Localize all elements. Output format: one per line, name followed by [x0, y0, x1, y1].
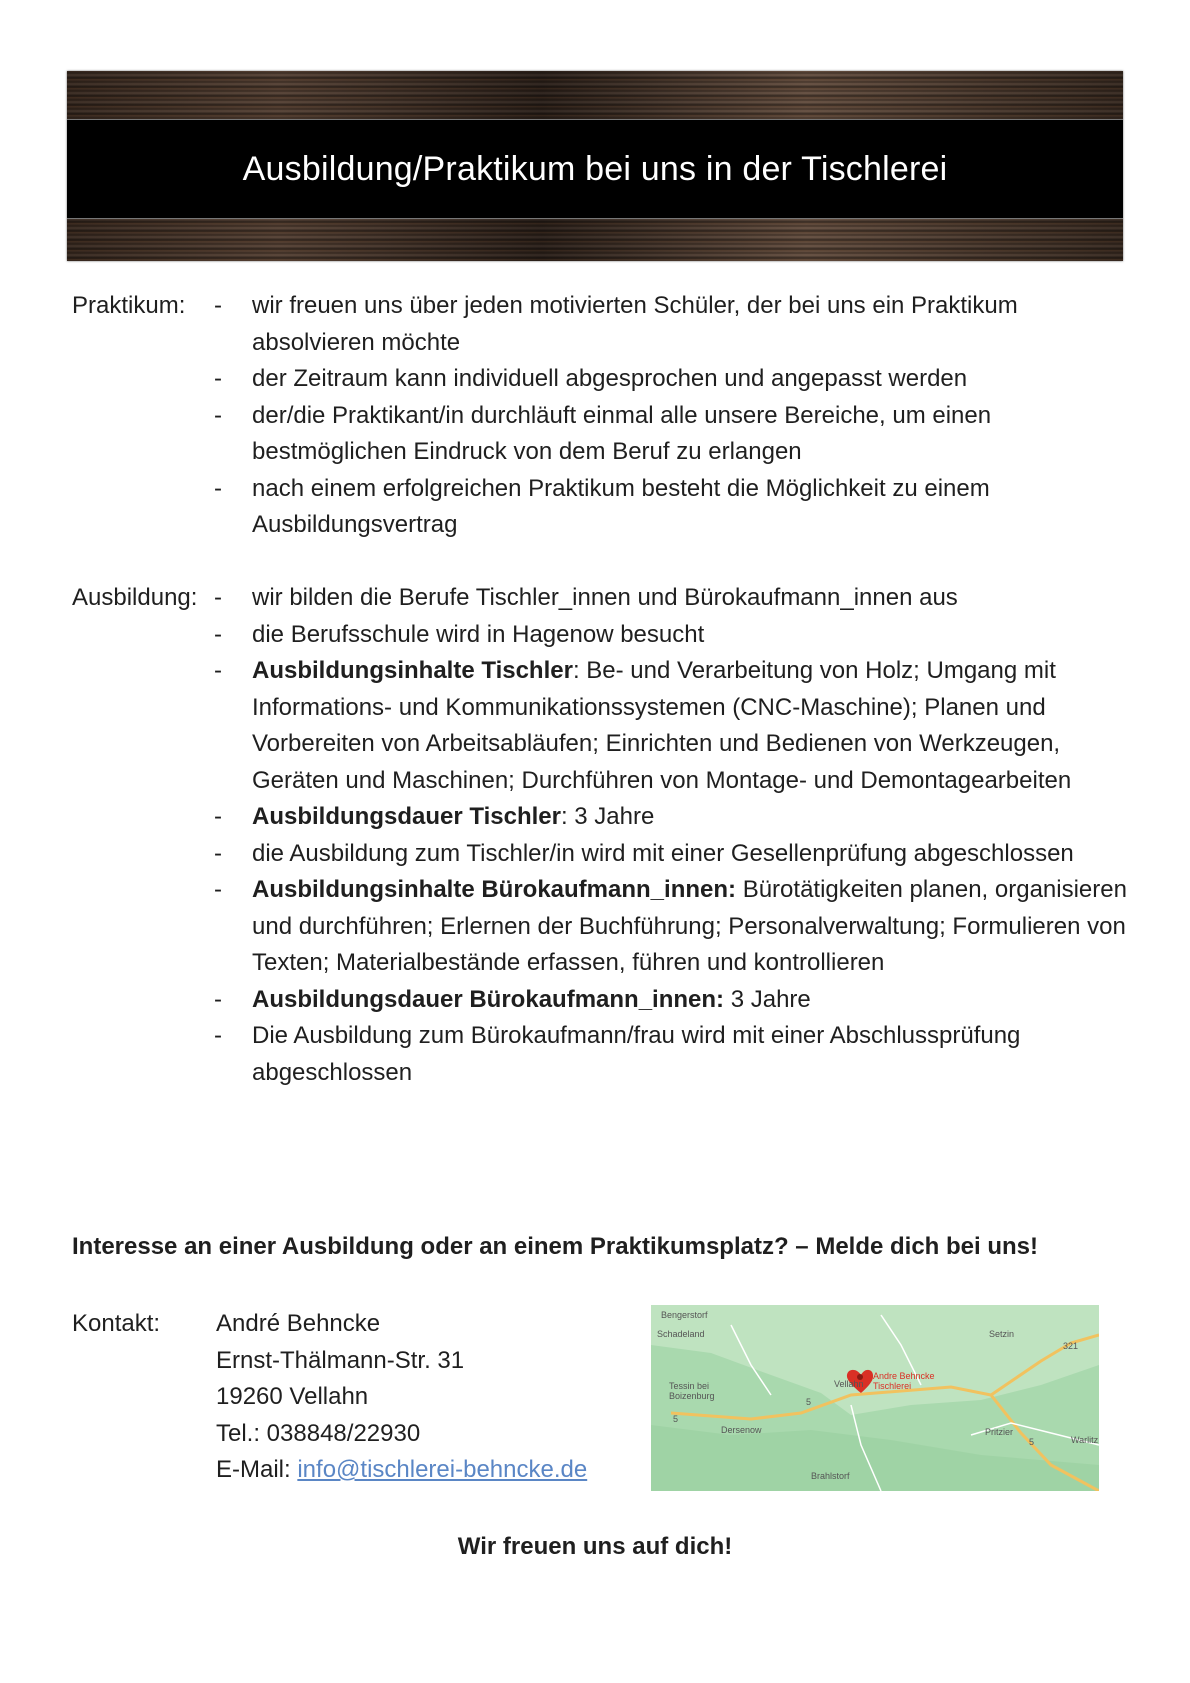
list-item: Ausbildungsdauer Bürokaufmann_innen: 3 Jahre — [252, 985, 811, 1013]
praktikum-label: Praktikum: — [72, 292, 186, 319]
bullet-dash: - — [214, 985, 222, 1013]
map-road-badge: 5 — [806, 1397, 812, 1407]
bullet-dash: - — [214, 657, 222, 684]
map-label: Tessin bei Boizenburg — [669, 1381, 715, 1401]
call-to-action: Interesse an einer Ausbildung oder an einem Praktikumsplatz? – Melde dich bei uns! — [72, 1233, 1039, 1260]
map-pin-label: Andre Behncke Tischlerei — [873, 1371, 935, 1391]
bullet-dash: - — [214, 292, 222, 319]
contact-city: 19260 Vellahn — [216, 1383, 369, 1410]
contact-name: André Behncke — [216, 1310, 381, 1337]
contact-street: Ernst-Thälmann-Str. 31 — [216, 1346, 465, 1374]
map-label: Bengerstorf — [661, 1310, 708, 1320]
list-item: die Berufsschule wird in Hagenow besucht — [252, 620, 705, 648]
map-label: Warlitz — [1071, 1435, 1099, 1445]
map-label: Brahlstorf — [811, 1471, 850, 1481]
map-label: Dersenow — [721, 1425, 762, 1435]
list-item: der Zeitraum kann individuell abgesprochen und angepasst werden — [252, 365, 968, 392]
contact-phone: Tel.: 038848/22930 — [216, 1419, 421, 1447]
email-prefix: E-Mail: — [216, 1456, 298, 1483]
closing-line: Wir freuen uns auf dich! — [457, 1533, 733, 1560]
bullet-dash: - — [214, 876, 222, 903]
contact-block — [72, 1306, 587, 1489]
page-title: Ausbildung/Praktikum bei uns in der Tischlerei — [242, 149, 948, 188]
location-map[interactable] — [651, 1305, 1099, 1491]
bullet-dash: - — [214, 839, 222, 867]
banner-band — [67, 119, 1123, 219]
map-label: Schadeland — [657, 1329, 705, 1339]
bullet-dash: - — [214, 1022, 222, 1049]
map-label: Setzin — [989, 1329, 1015, 1339]
bullet-dash: - — [214, 401, 222, 429]
list-item: wir freuen uns über jeden motivierten Schüler, der bei uns ein Praktikum absolvieren möchte — [252, 292, 1018, 356]
email-link[interactable]: info@tischlerei-behncke.de — [297, 1456, 588, 1483]
list-item: Ausbildungsdauer Tischler: 3 Jahre — [252, 803, 655, 830]
contact-label: Kontakt: — [72, 1310, 161, 1337]
list-item: Ausbildungsinhalte Bürokaufmann_innen: Bürotätigkeiten planen, organisieren und durchführen; Erlernen der Buchführung; Personalverwaltung; Formulieren von Texten; Materialbestände erfassen, führen und kontrollieren — [252, 876, 1127, 976]
header-banner — [67, 71, 1123, 261]
list-item: wir bilden die Berufe Tischler_innen und Bürokaufmann_innen aus — [252, 584, 958, 611]
map-label: Vellahn — [834, 1379, 864, 1389]
list-item: die Ausbildung zum Tischler/in wird mit einer Gesellenprüfung abgeschlossen — [252, 839, 1074, 867]
map-road-badge: 5 — [1029, 1437, 1035, 1447]
bullet-dash: - — [214, 620, 222, 648]
list-item: Ausbildungsinhalte Tischler: Be- und Verarbeitung von Holz; Umgang mit Informations- und Kommunikationssystemen (CNC-Maschine); Planen und Vorbereiten von Arbeitsabläufen; Einrichten und Bedienen von Werkzeugen, Geräten und Maschinen; Durchführen von Montage- und Demontagearbeiten — [252, 657, 1072, 794]
list-item: nach einem erfolgreichen Praktikum besteht die Möglichkeit zu einem Ausbildungsvertrag — [252, 474, 990, 538]
map-label: Pritzier — [985, 1427, 1014, 1437]
bullet-dash: - — [214, 474, 222, 502]
bullet-dash: - — [214, 584, 222, 611]
praktikum-section — [72, 288, 1132, 544]
bullet-dash: - — [214, 803, 222, 830]
map-road-badge: 5 — [673, 1414, 679, 1424]
ausbildung-label: Ausbildung: — [72, 584, 198, 611]
bullet-dash: - — [214, 365, 222, 392]
map-road-badge: 321 — [1063, 1341, 1079, 1351]
list-item: der/die Praktikant/in durchläuft einmal alle unsere Bereiche, um einen bestmöglichen Eindruck von dem Beruf zu erlangen — [252, 401, 992, 465]
ausbildung-section — [72, 580, 1132, 1091]
list-item: Die Ausbildung zum Bürokaufmann/frau wird mit einer Abschlussprüfung abgeschlossen — [252, 1022, 1021, 1086]
